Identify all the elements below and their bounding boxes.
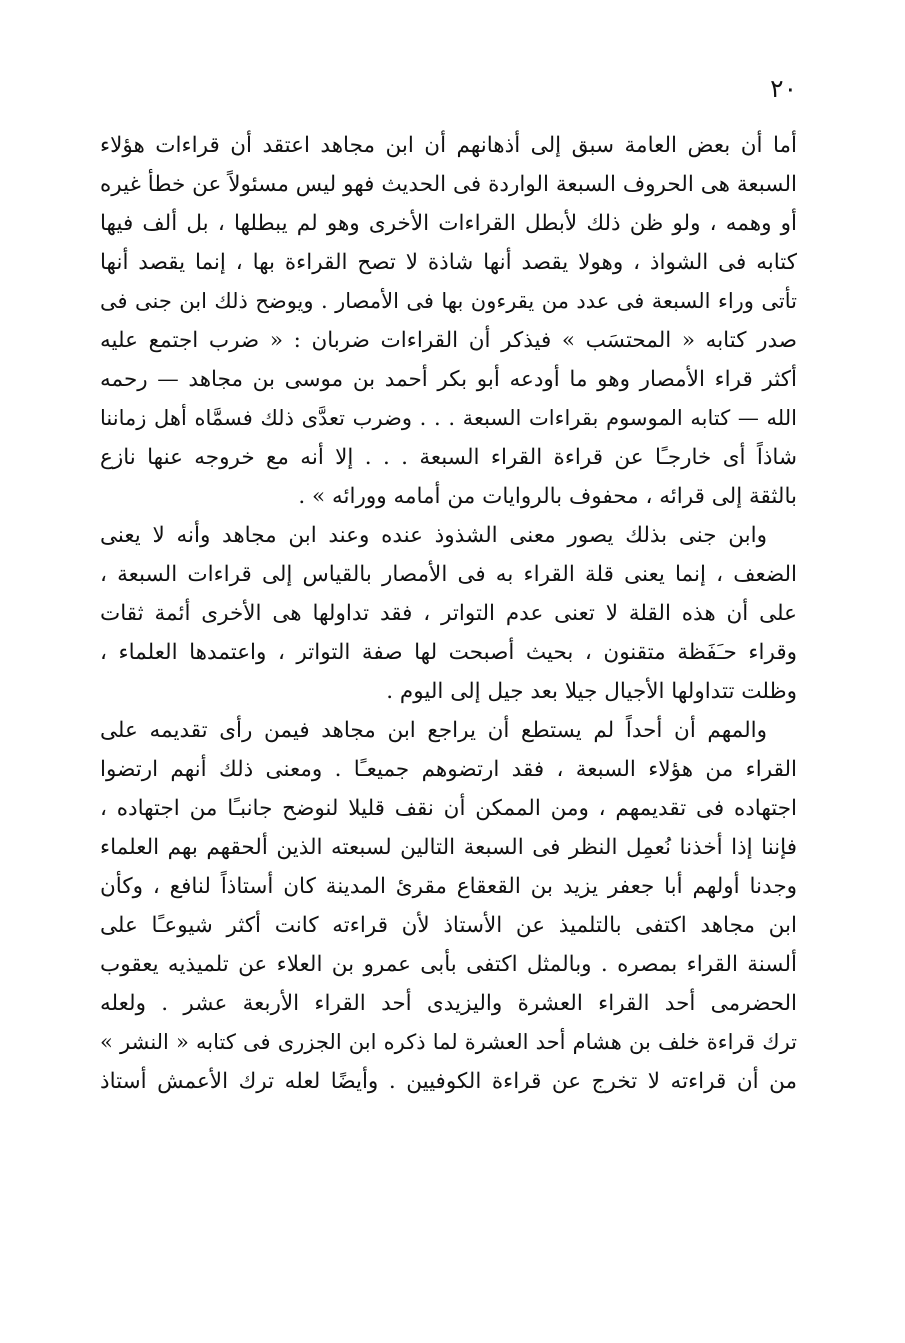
text-line: صدر كتابه « المحتسَب » فيذكر أن القراءات ضربان : « ضرب اجتمع عليه <box>100 328 797 353</box>
text-line: ألسنة القراء بمصره . وبالمثل اكتفى بأبى عمرو بن العلاء عن تلميذيه يعقوب <box>100 952 797 977</box>
text-line: فإننا إذا أخذنا نُعمِل النظر فى السبعة التالين لسبعته الذين ألحقهم بهم العلماء <box>100 835 797 860</box>
text-line: على أن هذه القلة لا تعنى عدم التواتر ، فقد تداولها هى الأخرى أئمة ثقات <box>100 601 797 626</box>
text-line: أما أن بعض العامة سبق إلى أذهانهم أن ابن مجاهد اعتقد أن قراءات هؤلاء <box>100 133 797 158</box>
text-line: بالثقة إلى قرائه ، محفوف بالروايات من أمامه وورائه » . <box>298 484 797 509</box>
text-line: ترك قراءة خلف بن هشام أحد العشرة لما ذكره ابن الجزرى فى كتابه « النشر » <box>100 1030 797 1054</box>
body-text <box>100 126 797 1101</box>
text-line: من أن قراءته لا تخرج عن قراءة الكوفيين . وأيضًا لعله ترك الأعمش أستاذ <box>100 1069 797 1094</box>
page-number: ٢٠ <box>770 74 797 103</box>
text-line: وظلت تتداولها الأجيال جيلا بعد جيل إلى اليوم . <box>386 679 797 704</box>
text-line: والمهم أن أحداً لم يستطع أن يراجع ابن مجاهد فيمن رأى تقديمه على <box>100 718 767 743</box>
text-line: تأتى وراء السبعة فى عدد من يقرءون بها فى الأمصار . ويوضح ذلك ابن جنى فى <box>100 289 797 313</box>
text-line: الحضرمى أحد القراء العشرة واليزيدى أحد القراء الأربعة عشر . ولعله <box>100 991 797 1016</box>
text-line: شاذاً أى خارجـًا عن قراءة القراء السبعة . . . إلا أنه مع خروجه عنها نازع <box>100 445 797 470</box>
text-line: وجدنا أولهم أبا جعفر يزيد بن القعقاع مقرئ المدينة كان أستاذاً لنافع ، وكأن <box>100 874 797 899</box>
text-line: القراء من هؤلاء السبعة ، فقد ارتضوهم جميعـًا . ومعنى ذلك أنهم ارتضوا <box>100 757 797 782</box>
text-line: اجتهاده فى تقديمهم ، ومن الممكن أن نقف قليلا لنوضح جانبـًا من اجتهاده ، <box>100 796 797 821</box>
paragraph <box>100 711 797 1101</box>
text-line: كتابه فى الشواذ ، وهولا يقصد أنها شاذة لا تصح القراءة بها ، إنما يقصد أنها <box>100 250 797 275</box>
text-line: السبعة هى الحروف السبعة الواردة فى الحديث فهو ليس مسئولاً عن خطأ غيره <box>100 172 797 197</box>
paragraph <box>100 516 797 711</box>
paragraph <box>100 126 797 516</box>
text-line: الضعف ، إنما يعنى قلة القراء به فى الأمصار بالقياس إلى قراءات السبعة ، <box>100 562 797 587</box>
text-line: الله — كتابه الموسوم بقراءات السبعة . . . وضرب تعدَّى ذلك فسمَّاه أهل زماننا <box>100 406 797 430</box>
text-line: ابن مجاهد اكتفى بالتلميذ عن الأستاذ لأن قراءته كانت أكثر شيوعـًا على <box>100 913 797 938</box>
text-line: وابن جنى بذلك يصور معنى الشذوذ عنده وعند ابن مجاهد وأنه لا يعنى <box>100 523 767 548</box>
text-line: وقراء حـَفَظة متقنون ، بحيث أصبحت لها صفة التواتر ، واعتمدها العلماء ، <box>100 640 797 665</box>
text-line: أكثر قراء الأمصار وهو ما أودعه أبو بكر أحمد بن موسى بن مجاهد — رحمه <box>100 367 797 392</box>
text-line: أو وهمه ، ولو ظن ذلك لأبطل القراءات الأخرى وهو لم يبطلها ، بل ألف فيها <box>100 211 797 236</box>
